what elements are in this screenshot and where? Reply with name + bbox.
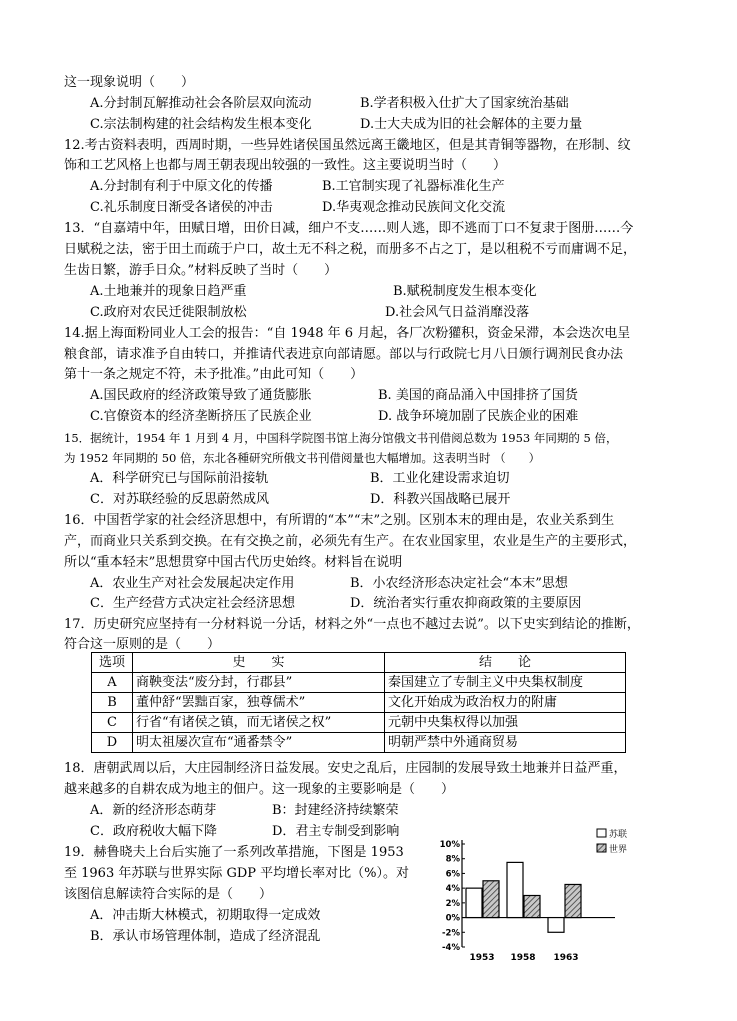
q12-stem-2: 饰和工艺风格上也都与周王朝表现出较强的一致性。这主要说明当时（ ） xyxy=(64,158,507,173)
table-row xyxy=(92,733,626,753)
q15-stem-2: 为 1952 年同期的 50 倍，东北各種研究所俄文书刊借阅量也大幅增加。这表明当时 （ ） xyxy=(64,451,541,465)
q11-option-d: D.士大夫成为旧的社会解体的主要力量 xyxy=(360,117,583,132)
y-tick-label: 0% xyxy=(445,913,460,924)
q16-option-c: C．生产经营方式决定社会经济思想 xyxy=(90,596,295,611)
bar-world-1963 xyxy=(565,884,581,917)
q16-option-a: A．农业生产对社会发展起决定作用 xyxy=(90,576,295,591)
q12-option-d: D.华夷观念推动民族间文化交流 xyxy=(322,200,506,215)
legend-label-ussr: 苏联 xyxy=(609,830,628,840)
q13-stem-2: 日赋税之法，密于田土而疏于户口，故土无不科之税，而册多不占之丁，是以租税不亏而庸调不足， xyxy=(64,242,637,257)
q19-option-a: A．冲击斯大林模式，初期取得一定成效 xyxy=(90,908,321,923)
table-cell-conclusion: 秦国建立了专制主义中央集权制度 xyxy=(385,673,626,693)
q15-stem-1: 15．据统计，1954 年 1 月到 4 月，中国科学院图书馆上海分馆俄文书刊借阅总数为 1953 年同期的 5 倍， xyxy=(64,431,618,445)
q13-option-a: A.土地兼并的现象日趋严重 xyxy=(90,284,247,299)
table-cell-fact: 行省“有诸侯之镇，而无诸侯之权” xyxy=(133,713,385,733)
table-header-fact: 史 实 xyxy=(133,653,385,673)
q11-stem-tail: 这一现象说明（ ） xyxy=(64,75,195,90)
q18-option-a: A．新的经济形态萌芽 xyxy=(90,803,217,818)
q14-option-c: C.官僚资本的经济垄断挤压了民族企业 xyxy=(90,409,312,424)
q16-option-b: B．小农经济形态决定社会“本末”思想 xyxy=(350,576,568,591)
q16-stem-2: 产，而商业只关系到交换。在有交换之前，必须先有生产。在农业国家里，农业是生产的主要形式， xyxy=(64,534,637,549)
q18-stem-2: 越来越多的自耕农成为地主的佃户。这一现象的主要影响是（ ） xyxy=(64,782,455,797)
table-cell-option: D xyxy=(92,733,133,753)
x-tick-label: 1963 xyxy=(553,953,579,963)
table-cell-option: A xyxy=(92,673,133,693)
q19-stem-1: 19．赫鲁晓夫上台后实施了一系列改革措施，下图是 1953 xyxy=(64,845,404,860)
q13-option-b: B.赋税制度发生根本变化 xyxy=(393,284,537,299)
bar-ussr-1953 xyxy=(466,888,482,917)
q12-option-b: B.工官制实现了礼器标准化生产 xyxy=(322,179,505,194)
q14-stem-1: 14.据上海面粉同业人工会的报告：“自 1948 年 6 月起，各厂次粉獾积，资金呆滞，本会迭次电呈 xyxy=(64,326,631,341)
bar-world-1953 xyxy=(483,881,499,918)
table-cell-conclusion: 文化开始成为政治权力的附庸 xyxy=(385,693,626,713)
table-row xyxy=(92,693,626,713)
table-header-row xyxy=(92,653,626,673)
x-tick-label: 1958 xyxy=(510,953,536,963)
table-cell-fact: 商鞅变法“废分封，行郡县” xyxy=(133,673,385,693)
q15-option-a: A．科学研究已与国际前沿接轨 xyxy=(90,471,269,486)
q18-option-c: C．政府税收大幅下降 xyxy=(90,824,217,839)
y-tick-label: -4% xyxy=(442,943,460,953)
q17-stem-1: 17．历史研究应坚持有一分材料说一分话，材料之外“一点也不越过去说”。以下史实到结论的推断， xyxy=(64,617,640,632)
q19-option-b: B．承认市场管理体制，造成了经济混乱 xyxy=(90,929,321,944)
table-row xyxy=(92,673,626,693)
q14-stem-3: 第十一条之规定不符，未予批准。”由此可知（ ） xyxy=(64,367,364,382)
table-header-conclusion: 结 论 xyxy=(385,653,626,673)
q12-stem-1: 12.考古资料表明，西周时期，一些异姓诸侯国虽然远离王畿地区，但是其青铜等器物，在形制、纹 xyxy=(64,138,631,153)
bar-ussr-1963 xyxy=(548,918,564,933)
bar-world-1958 xyxy=(524,896,540,918)
q16-stem-1: 16．中国哲学家的社会经济思想中，有所谓的“本”“末”之别。区别本末的理由是，农业关系到生 xyxy=(64,513,615,528)
table-cell-option: C xyxy=(92,713,133,733)
q13-option-d: D.社会风气日益消靡没落 xyxy=(385,305,530,320)
q13-stem-1: 13．“自嘉靖中年，田赋日增，田价日减，细户不支……则人逃，即不逃而丁口不复隶于图册……今 xyxy=(64,221,634,236)
q14-option-d: D. 战争环境加剧了民族企业的困难 xyxy=(378,409,579,424)
q15-option-d: D．科教兴国战略已展开 xyxy=(370,492,511,507)
q14-option-b: B. 美国的商品涌入中国排挤了国货 xyxy=(378,388,578,403)
table-cell-option: B xyxy=(92,693,133,713)
y-tick-label: 10% xyxy=(439,840,460,850)
q16-stem-3: 所以“重本轻末”思想贯穿中国古代历史始终。材料旨在说明 xyxy=(64,555,403,570)
q17-table xyxy=(91,652,626,753)
q14-stem-2: 粮食部，请求准予自由转口，并推请代表进京向部请愿。部以与行政院七月八日颁行调剂民食办法 xyxy=(64,347,624,362)
q13-stem-3: 生齿日繁，游手日众。”材料反映了当时（ ） xyxy=(64,263,338,278)
q17-stem-2: 符合这一原则的是（ ） xyxy=(64,637,221,652)
table-cell-fact: 董仲舒“罢黜百家，独尊儒术” xyxy=(133,693,385,713)
table-cell-conclusion: 元朝中央集权得以加强 xyxy=(385,713,626,733)
x-tick-label: 1953 xyxy=(469,953,495,963)
q16-option-d: D．统治者实行重农抑商政策的主要原因 xyxy=(350,596,582,611)
y-tick-label: 8% xyxy=(445,854,460,865)
table-cell-fact: 明太祖屡次宣布“通番禁令” xyxy=(133,733,385,753)
legend-swatch-world xyxy=(597,844,606,852)
q15-option-b: B．工业化建设需求迫切 xyxy=(370,471,510,486)
q15-option-c: C．对苏联经验的反思蔚然成风 xyxy=(90,492,269,507)
y-tick-label: 2% xyxy=(445,898,460,909)
q11-option-a: A.分封制瓦解推动社会各阶层双向流动 xyxy=(90,96,312,111)
legend-swatch-ussr xyxy=(597,829,606,837)
q19-stem-2: 至 1963 年苏联与世界实际 GDP 平均增长率对比（%）。对 xyxy=(64,866,410,881)
table-header-option: 选项 xyxy=(92,653,133,673)
table-cell-conclusion: 明朝严禁中外通商贸易 xyxy=(385,733,626,753)
q14-option-a: A.国民政府的经济政策导致了通货膨胀 xyxy=(90,388,312,403)
gdp-growth-chart xyxy=(425,825,628,965)
q11-option-c: C.宗法制构建的社会结构发生根本变化 xyxy=(90,117,312,132)
q13-option-c: C.政府对农民迁徙限制放松 xyxy=(90,305,247,320)
q19-stem-3: 该图信息解读符合实际的是（ ） xyxy=(64,887,273,902)
table-row xyxy=(92,713,626,733)
bar-ussr-1958 xyxy=(507,862,523,917)
q12-option-a: A.分封制有利于中原文化的传播 xyxy=(90,179,273,194)
y-tick-label: 6% xyxy=(445,869,460,880)
legend-label-world: 世界 xyxy=(609,845,628,855)
q11-option-b: B.学者积极入仕扩大了国家统治基础 xyxy=(360,96,569,111)
q12-option-c: C.礼乐制度日渐受各诸侯的冲击 xyxy=(90,200,273,215)
q18-option-d: D．君主专制受到影响 xyxy=(272,824,400,839)
q18-stem-1: 18．唐朝武周以后，大庄园制经济日益发展。安史之乱后，庄园制的发展导致土地兼并日益严重， xyxy=(64,761,627,776)
y-tick-label: -2% xyxy=(442,928,460,939)
y-tick-label: 4% xyxy=(445,884,460,895)
q18-option-b: B：封建经济持续繁荣 xyxy=(272,803,399,818)
